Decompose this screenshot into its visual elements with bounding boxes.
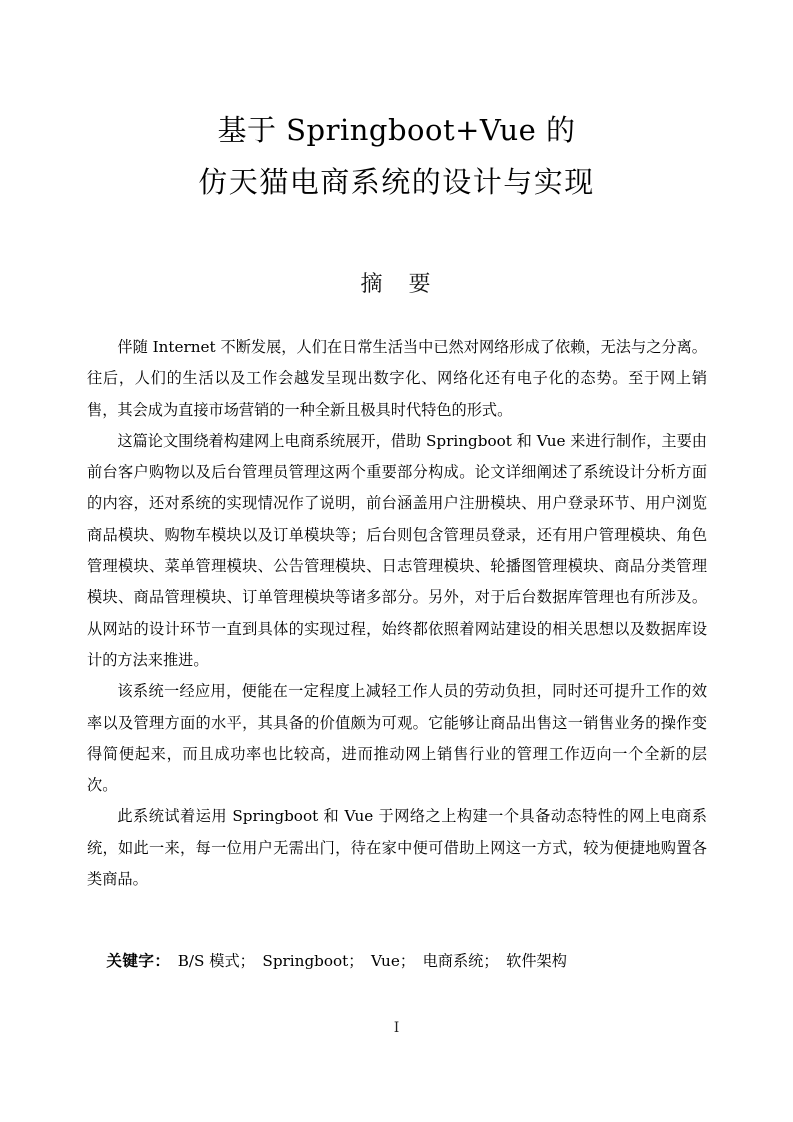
page-number: I (393, 1020, 400, 1036)
abstract-body (87, 332, 707, 895)
document-title (0, 104, 793, 208)
title-line-primary: 基于 Springboot+Vue 的 (217, 113, 576, 147)
abstract-paragraph: 该系统一经应用，便能在一定程度上减轻工作人员的劳动负担，同时还可提升工作的效率以及管理方面的水平，其具备的价值颇为可观。它能够让商品出售这一销售业务的操作变得简便起来，而且成功率也比较高，进而推动网上销售行业的管理工作迈向一个全新的层次。 (87, 682, 707, 795)
section-heading-abstract: 摘 要 (360, 272, 433, 297)
keywords-row (87, 919, 707, 1003)
abstract-paragraph: 伴随 Internet 不断发展，人们在日常生活当中已然对网络形成了依赖，无法与之分离。往后，人们的生活以及工作会越发呈现出数字化、网络化还有电子化的态势。至于网上销售，其会成为直接市场营销的一种全新且极具时代特色的形式。 (87, 338, 707, 419)
abstract-paragraph: 此系统试着运用 Springboot 和 Vue 于网络之上构建一个具备动态特性的网上电商系统，如此一来，每一位用户无需出门，待在家中便可借助上网这一方式，较为便捷地购置各类商品。 (87, 807, 707, 889)
keywords-value: B/S 模式； Springboot； Vue； 电商系统； 软件架构 (162, 952, 567, 970)
abstract-paragraph: 这篇论文围绕着构建网上电商系统展开，借助 Springboot 和 Vue 来进行制作，主要由前台客户购物以及后台管理员管理这两个重要部分构成。论文详细阐述了系统设计分析方面的内容，还对系统的实现情况作了说明，前台涵盖用户注册模块、用户登录环节、用户浏览商品模块、购物车模块以及订单模块等；后台则包含管理员登录，还有用户管理模块、角色管理模块、菜单管理模块、公告管理模块、日志管理模块、轮播图管理模块、商品分类管理模块、商品管理模块、订单管理模块等诸多部分。另外，对于后台数据库管理也有所涉及。从网站的设计环节一直到具体的实现过程，始终都依照着网站建设的相关思想以及数据库设计的方法来推进。 (87, 431, 707, 669)
keywords-label: 关键字： (106, 952, 163, 970)
title-line-secondary: 仿天猫电商系统的设计与实现 (198, 165, 595, 199)
